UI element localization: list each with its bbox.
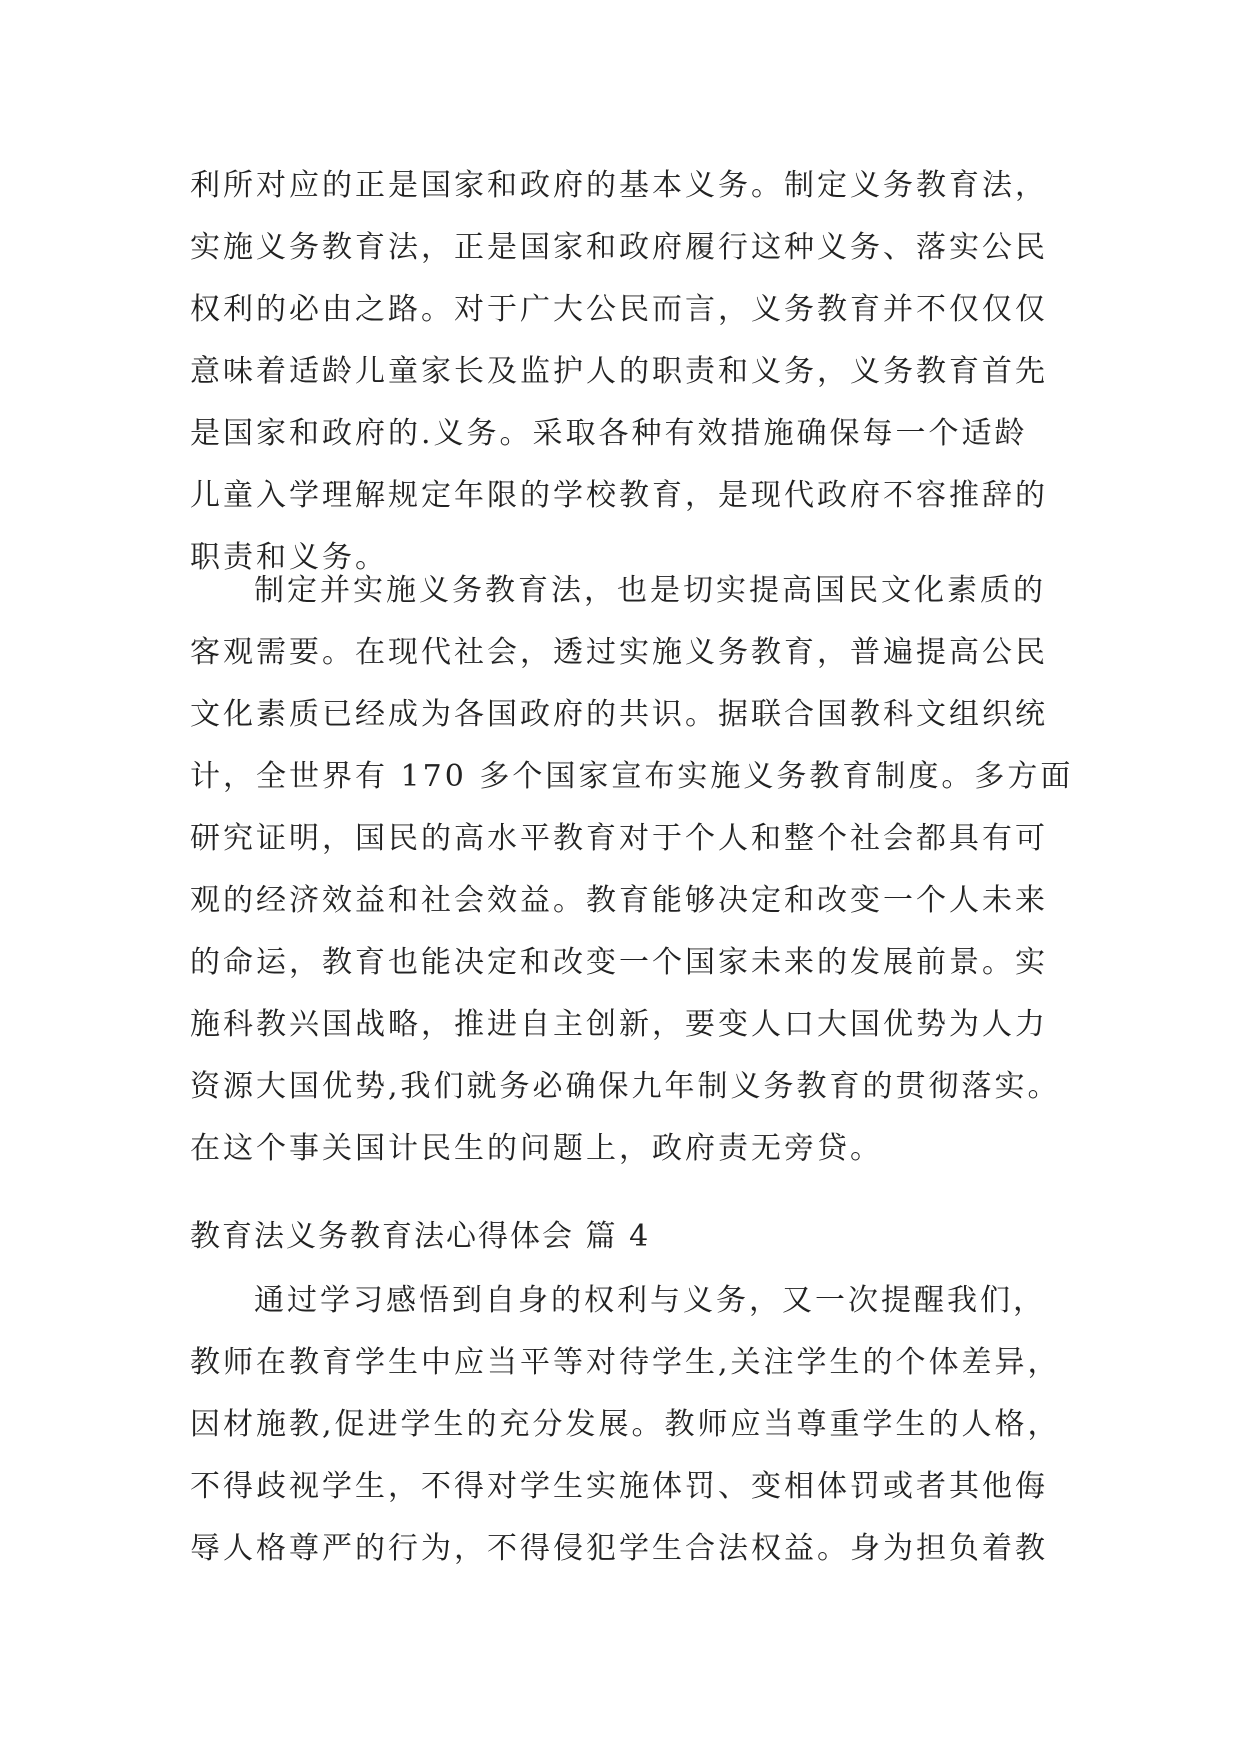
paragraph-line: 辱人格尊严的行为，不得侵犯学生合法权益。身为担负着教 [190,1531,1048,1566]
paragraph-line: 资源大国优势,我们就务必确保九年制义务教育的贯彻落实。 [190,1069,1061,1104]
paragraph-line: 权利的必由之路。对于广大公民而言，义务教育并不仅仅仅 [190,292,1048,327]
paragraph-line: 文化素质已经成为各国政府的共识。据联合国教科文组织统 [190,697,1048,732]
paragraph-line: 因材施教,促进学生的充分发展。教师应当尊重学生的人格， [190,1407,1061,1442]
paragraph-line: 研究证明，国民的高水平教育对于个人和整个社会都具有可 [190,821,1048,856]
paragraph-3 [190,1270,1061,1580]
paragraph-line: 计，全世界有 170 多个国家宣布实施义务教育制度。多方面 [190,759,1074,794]
paragraph-line: 在这个事关国计民生的问题上，政府责无旁贷。 [190,1131,883,1166]
paragraph-2 [190,560,1074,1180]
paragraph-line: 实施义务教育法，正是国家和政府履行这种义务、落实公民 [190,230,1048,265]
paragraph-line: 不得歧视学生，不得对学生实施体罚、变相体罚或者其他侮 [190,1469,1048,1504]
paragraph-line: 观的经济效益和社会效益。教育能够决定和改变一个人未来 [190,883,1048,918]
paragraph-line: 通过学习感悟到自身的权利与义务，又一次提醒我们， [254,1283,1046,1318]
paragraph-1 [190,155,1054,589]
paragraph-line: 是国家和政府的.义务。采取各种有效措施确保每一个适龄 [190,416,1028,451]
paragraph-line: 利所对应的正是国家和政府的基本义务。制定义务教育法， [190,168,1048,203]
paragraph-line: 教师在教育学生中应当平等对待学生,关注学生的个体差异， [190,1345,1061,1380]
paragraph-line: 客观需要。在现代社会，透过实施义务教育，普遍提高公民 [190,635,1048,670]
paragraph-line: 的命运，教育也能决定和改变一个国家未来的发展前景。实 [190,945,1048,980]
paragraph-line: 意味着适龄儿童家长及监护人的职责和义务，义务教育首先 [190,354,1048,389]
paragraph-line: 制定并实施义务教育法，也是切实提高国民文化素质的 [254,573,1046,608]
paragraph-line: 职责和义务。 [190,540,388,575]
paragraph-line: 儿童入学理解规定年限的学校教育，是现代政府不容推辞的 [190,478,1048,513]
section-heading: 教育法义务教育法心得体会 篇 4 [190,1219,651,1254]
paragraph-line: 施科教兴国战略，推进自主创新，要变人口大国优势为人力 [190,1007,1048,1042]
